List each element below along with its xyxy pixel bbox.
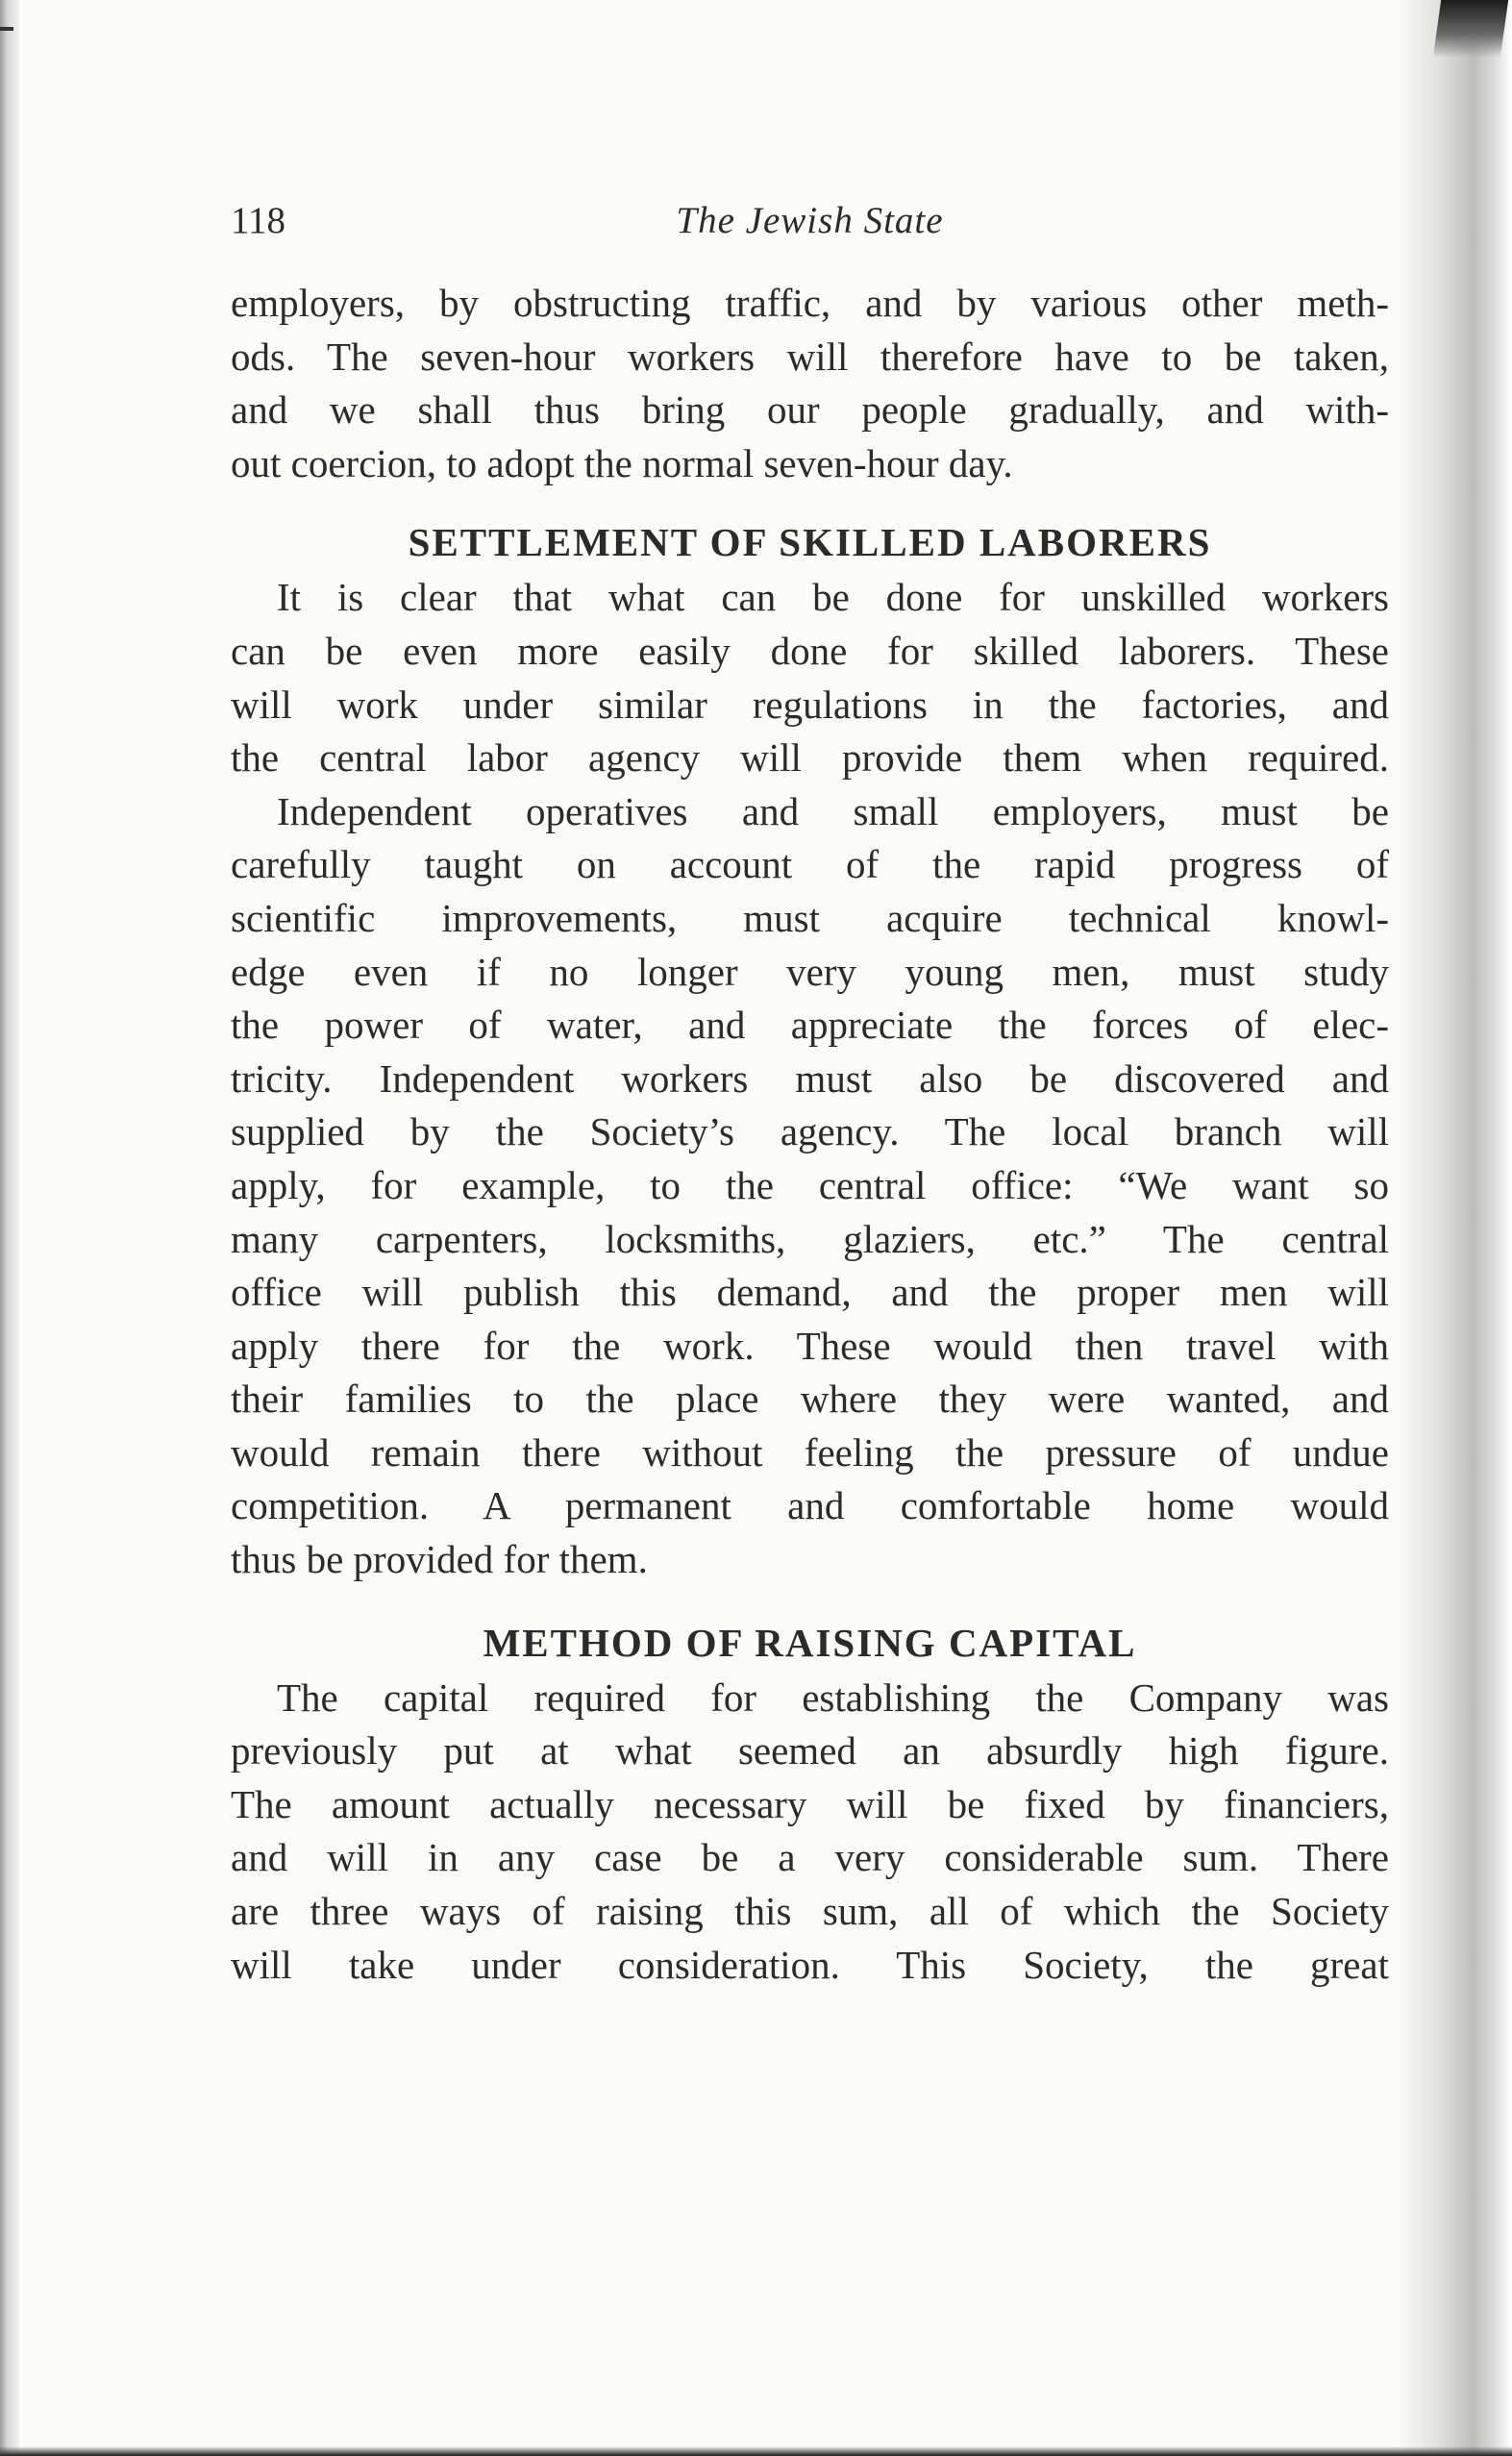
text-line: can be even more easily done for skilled laborers. These [231,628,1389,673]
text-block [231,192,1389,1992]
text-line: apply there for the work. These would then travel with [231,1323,1389,1368]
scan-shadow-right [1397,0,1512,2456]
text-line: thus be provided for them. [231,1537,648,1582]
text-line: scientific improvements, must acquire technical knowl- [231,895,1389,940]
paragraph-raising-capital [231,1672,1389,1993]
text-line: their families to the place where they were wanted, and [231,1377,1389,1422]
text-line: the central labor agency will provide them when required. [231,735,1389,781]
text-line: previously put at what seemed an absurdly high figure. [231,1728,1389,1774]
paragraph-skilled-laborers [231,571,1389,784]
text-line: ods. The seven-hour workers will therefore have to be taken, [231,334,1389,379]
scan-mark-left [0,27,13,31]
text-line: will take under consideration. This Society, the great [231,1942,1389,1987]
text-line: Independent operatives and small employers, must be [277,788,1389,833]
text-line: and will in any case be a very considerable sum. There [231,1835,1389,1880]
section-heading-settlement: SETTLEMENT OF SKILLED LABORERS [408,520,1212,565]
paragraph-independent-operatives [231,785,1389,1587]
page-curl-corner [1433,0,1508,58]
book-title: The Jewish State [676,200,944,241]
text-line: the power of water, and appreciate the forces of elec- [231,1003,1389,1048]
text-line: supplied by the Society’s agency. The local branch will [231,1109,1389,1154]
text-line: will work under similar regulations in the factories, and [231,682,1389,727]
text-line: many carpenters, locksmiths, glaziers, etc.” The central [231,1216,1389,1261]
text-line: tricity. Independent workers must also be discovered and [231,1055,1389,1101]
text-line: office will publish this demand, and the proper men will [231,1270,1389,1315]
scan-shadow-bottom [0,2446,1512,2456]
page-number: 118 [231,200,286,241]
text-line: carefully taught on account of the rapid progress of [231,842,1389,887]
text-line: The capital required for establishing the Company was [277,1675,1389,1720]
text-line: and we shall thus bring our people gradually, and with- [231,387,1389,433]
scan-shadow-left [0,0,19,2456]
text-line: employers, by obstructing traffic, and by various other meth- [231,281,1389,325]
text-line: competition. A permanent and comfortable home would [231,1483,1389,1528]
text-line: are three ways of raising this sum, all of which the Society [231,1889,1389,1934]
text-line: would remain there without feeling the pressure of undue [231,1429,1389,1475]
text-line: out coercion, to adopt the normal seven-hour day. [231,440,1013,485]
text-line: apply, for example, to the central office: “We want so [231,1162,1389,1207]
running-head [231,192,1389,250]
text-line: edge even if no longer very young men, must study [231,949,1389,994]
section-heading-capital: METHOD OF RAISING CAPITAL [483,1620,1137,1665]
text-line: The amount actually necessary will be fixed by financiers, [231,1781,1389,1826]
paragraph-continued [231,277,1389,490]
text-line: It is clear that what can be done for unskilled workers [277,575,1389,620]
